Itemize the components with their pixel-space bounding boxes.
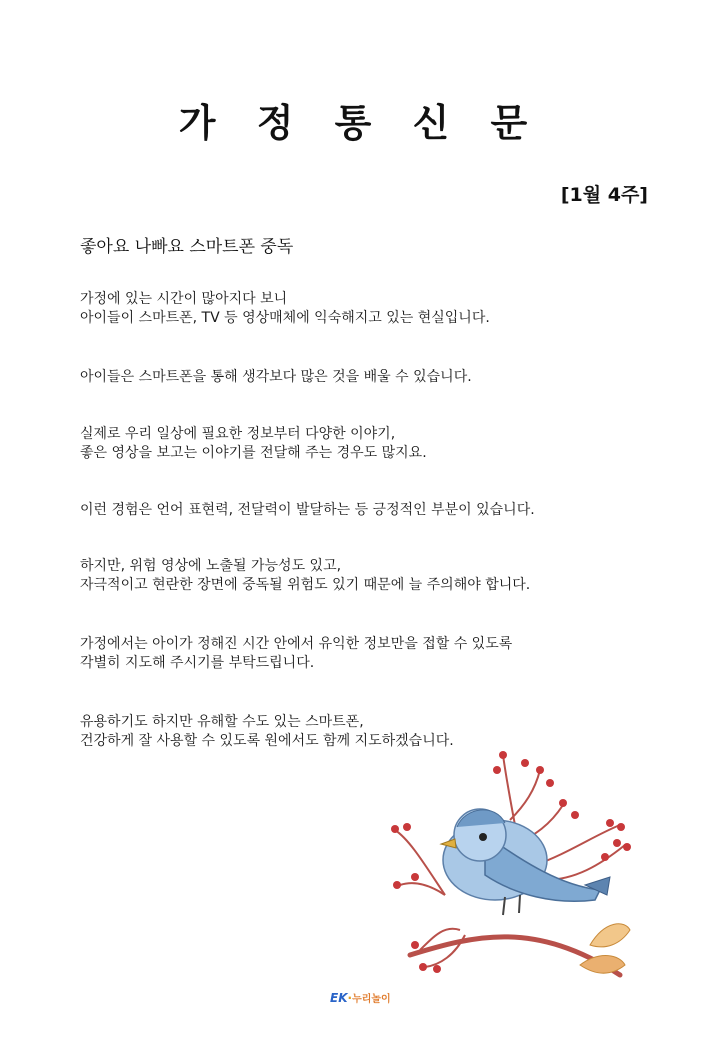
paragraph-2 <box>80 368 680 387</box>
paragraph-line: 하지만, 위험 영상에 노출될 가능성도 있고, <box>80 558 342 574</box>
paragraph-line: 건강하게 잘 사용할 수 있도록 원에서도 함께 지도하겠습니다. <box>80 733 454 749</box>
paragraph-line: 실제로 우리 일상에 필요한 정보부터 다양한 이야기, <box>80 426 396 442</box>
publisher-logo <box>330 990 391 1005</box>
paragraph-line: 가정에서는 아이가 정해진 시간 안에서 유익한 정보만을 접할 수 있도록 <box>80 636 513 652</box>
paragraph-6 <box>80 635 680 673</box>
paragraph-line: 자극적이고 현란한 장면에 중독될 위험도 있기 때문에 늘 주의해야 합니다. <box>80 577 531 593</box>
paragraph-line: 좋은 영상을 보고는 이야기를 전달해 주는 경우도 많지요. <box>80 445 427 461</box>
newsletter-subtitle: 좋아요 나빠요 스마트폰 중독 <box>80 237 294 257</box>
logo-name: 누리놀이 <box>352 994 391 1005</box>
paragraph-line: 유용하기도 하지만 유해할 수도 있는 스마트폰, <box>80 714 364 730</box>
paragraph-1 <box>80 290 680 328</box>
paragraph-line: 아이들은 스마트폰을 통해 생각보다 많은 것을 배울 수 있습니다. <box>80 369 472 385</box>
paragraph-4 <box>80 501 680 520</box>
logo-ek: EK <box>330 991 348 1005</box>
paragraph-3 <box>80 425 680 463</box>
paragraph-5 <box>80 557 680 595</box>
paragraph-line: 이런 경험은 언어 표현력, 전달력이 발달하는 등 긍정적인 부분이 있습니다. <box>80 502 535 518</box>
page-title: 가 정 통 신 문 <box>178 101 542 145</box>
paragraph-line: 각별히 지도해 주시기를 부탁드립니다. <box>80 655 315 671</box>
paragraph-line: 아이들이 스마트폰, TV 등 영상매체에 익숙해지고 있는 현실입니다. <box>80 310 490 326</box>
bird-on-branch-illustration <box>385 745 635 980</box>
week-label: [1월 4주] <box>560 184 648 206</box>
logo-dot: · <box>347 991 353 1005</box>
paragraph-line: 가정에 있는 시간이 많아지다 보니 <box>80 291 288 307</box>
